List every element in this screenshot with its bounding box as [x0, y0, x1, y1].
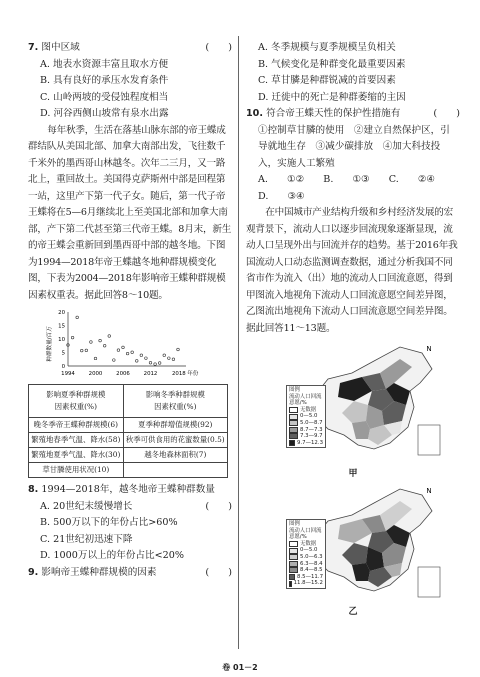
question-9: [28, 565, 232, 582]
table-cell: 越冬地森林面积(7): [123, 448, 227, 463]
x-tick-label: 1994: [61, 371, 75, 377]
data-point: [154, 363, 157, 366]
table-cell: 晚冬季帝王蝶种群规模(6): [29, 418, 124, 433]
question-number: 9.: [28, 566, 39, 578]
question-stem: 影响帝王蝶种群规模的因素: [41, 566, 157, 578]
data-point: [117, 349, 120, 352]
data-point: [140, 354, 143, 357]
legend-item: 6.3—8.4: [289, 561, 323, 568]
option-a: A. 冬季规模与夏季规模呈负相关: [258, 42, 396, 53]
data-point: [94, 357, 97, 360]
question-7: [28, 40, 232, 57]
option-b: B. 具有良好的承压水发育条件: [40, 75, 169, 86]
answer-paren: ( ): [205, 42, 232, 53]
y-tick-label: 0: [61, 364, 65, 370]
option-d: D. 迁徙中的死亡是种群萎缩的主因: [258, 91, 406, 103]
data-point: [135, 360, 138, 363]
left-column: [28, 40, 232, 581]
legend-item: 0—5.0: [289, 547, 323, 554]
north-arrow-icon: N: [426, 345, 432, 353]
choice-line: 入，实施人工繁殖: [258, 157, 335, 169]
south-sea-inset: [418, 567, 440, 597]
legend-item: 8.5—11.7: [289, 574, 323, 581]
option-c: C. 21世纪初迅速下降: [40, 533, 133, 545]
legend-item: 无数据: [289, 407, 323, 414]
north-arrow-icon: N: [426, 487, 432, 495]
question-stem: 1994—2018年，越冬地帝王蝶种群数量: [41, 484, 215, 495]
option-d: D. 河谷西侧山坡常有泉水出露: [40, 108, 169, 119]
data-point: [168, 357, 171, 360]
y-ticks: [58, 310, 65, 370]
table-header-summer: 影响夏季种群规模 因素权重(%): [29, 385, 124, 418]
data-point: [71, 336, 74, 339]
legend-item: 0—5.0: [289, 413, 323, 420]
question-number: 7.: [28, 42, 39, 53]
option-c: C. 草甘膦是种群锐减的首要因素: [258, 75, 396, 86]
question-stem: 符合帝王蝶天性的保护性措施有: [266, 108, 401, 119]
data-point: [76, 316, 79, 319]
option-b: B. ①③: [323, 174, 370, 185]
data-point: [108, 335, 111, 338]
table-cell: 草甘膦使用状况(10): [29, 463, 124, 478]
option-a: A. ①②: [258, 174, 305, 185]
x-tick-label: 2000: [88, 371, 103, 377]
data-point: [99, 339, 102, 342]
answer-paren: ( ): [433, 108, 460, 119]
legend-item: 11.8—15.2: [289, 580, 323, 587]
map-legend: 图例 流动人口回流意愿/% 无数据 0—5.0 5.0—8.7 8.7—7.3 7.3—9.7 9.7—12.3: [286, 385, 326, 448]
map-jia: [282, 339, 450, 467]
table-row: [29, 448, 228, 463]
legend-item: 5.0—6.3: [289, 554, 323, 561]
y-tick-label: 15: [58, 323, 65, 330]
option-c: C. ②④: [388, 174, 436, 185]
table-cell: 繁殖地春季气温、降水(58): [29, 433, 124, 448]
legend-item: 8.4—8.5: [289, 567, 323, 574]
table-row: [29, 433, 228, 448]
data-point: [149, 361, 152, 364]
answer-paren: ( ): [205, 500, 232, 512]
population-chart: [42, 304, 232, 380]
legend-item: 8.7—7.3: [289, 427, 323, 434]
x-tick-label: 2018 年份: [172, 371, 199, 377]
data-point: [113, 359, 116, 362]
scatter-chart: [42, 304, 199, 380]
y-tick-label: 10: [58, 337, 65, 343]
legend-item: 7.3—9.7: [289, 433, 323, 440]
table-cell: 秋季可供食用的花蜜数量(0.5): [123, 433, 227, 448]
passage-monarch: 每年秋季，生活在落基山脉东部的帝王蝶成群结队从美国北部、加拿大南部出发，飞往数千千米外的墨西哥山林越冬。次年二三月，又一路北上，重回故土。美国得克萨斯州中部是回程第一站，这里产下第一代子女。随后，第一代子帝王蝶将在5—6月继续北上至美国北部和加拿大南部，产下第二代甚至第三代帝王蝶。8月末，新生的帝王蝶会重新回到墨西哥中部的越冬地。下图为1994—2018年帝王蝶越冬地种群规模变化图，下表为2004—2018年影响帝王蝶种群规模因素权重表。据此回答8～10题。: [28, 124, 232, 301]
data-point: [126, 352, 129, 355]
passage-migration: 在中国城市产业结构升级和乡村经济发展的宏观背景下，流动人口以逐步回流现象逐渐显现，流动人口呈现外出与回流并存的趋势。基于2016年我国流动人口动态监测调查数据，通过分析我国不同省市作为流入（出）地的流动人口回流意愿，得到甲图流入地视角下流动人口回流意愿空间差异图，乙图流出地视角下流动人口回流意愿空间差异图。据此回答11～13题。: [246, 207, 458, 334]
data-point: [158, 362, 161, 365]
right-column: [246, 40, 460, 619]
table-cell: 繁殖地夏季气温、降水(30): [29, 448, 124, 463]
map-caption-yi: 乙: [348, 607, 358, 617]
legend-item: 5.0—8.7: [289, 420, 323, 427]
question-number: 8.: [28, 484, 39, 495]
y-tick-label: 5: [61, 350, 65, 357]
data-point: [90, 341, 93, 344]
map-caption-jia: 甲: [348, 469, 358, 479]
table-cell: 夏季种群增值规模(92): [123, 418, 227, 433]
table-cell: [123, 463, 227, 478]
option-c: C. 山岭两坡的受侵蚀程度相当: [40, 91, 169, 103]
question-stem: 图中区域: [41, 42, 80, 53]
data-point: [131, 351, 134, 354]
question-number: 10.: [246, 108, 263, 119]
option-d: D. 1000万以上的年份占比<20%: [40, 550, 184, 561]
option-a: A. 地表水资源丰富且取水方便: [40, 58, 169, 70]
map-yi: [282, 483, 450, 605]
page-footer: 卷 01－2: [222, 663, 258, 672]
option-b: B. 500万以下的年份占比>60%: [40, 517, 178, 528]
answer-paren: ( ): [205, 566, 232, 578]
data-point: [177, 348, 180, 351]
choice-line: 导就地生存 ③减少碳排放 ④加大科技投: [258, 141, 441, 152]
legend-item: 无数据: [289, 541, 323, 548]
south-sea-inset: [418, 425, 440, 455]
data-point: [163, 354, 166, 357]
y-tick-label: 20: [58, 310, 65, 316]
data-point: [172, 358, 175, 361]
table-row: [29, 463, 228, 478]
table-header-winter: 影响冬季种群规模 因素权重(%): [123, 385, 227, 418]
x-ticks: [61, 369, 199, 377]
option-d: D. ③④: [258, 190, 305, 202]
x-tick-label: 2006: [116, 371, 130, 377]
option-a: A. 20世纪末缓慢增长: [40, 500, 133, 512]
table-row: [29, 418, 228, 433]
question-10: [246, 106, 460, 123]
y-axis-label: 种群数量/百万: [47, 326, 53, 362]
choice-line: ①控制草甘膦的使用 ②建立自然保护区，引: [258, 124, 450, 136]
factor-weight-table: [28, 384, 228, 478]
options-row: [246, 172, 460, 205]
data-point: [85, 349, 88, 352]
legend-item: 9.7—12.3: [289, 440, 323, 447]
map-legend: 图例 流动人口回流意愿/% 无数据 0—5.0 5.0—6.3 6.3—8.4 8.4—8.5 8.5—11.7 11.8—15.2: [286, 519, 326, 589]
column-divider: [238, 36, 239, 649]
data-point: [145, 357, 148, 360]
data-point: [122, 346, 125, 349]
option-b: B. 气候变化是种群变化最重要因素: [258, 58, 406, 70]
data-points: [67, 316, 180, 365]
x-tick-label: 2012: [143, 371, 158, 377]
data-point: [80, 349, 83, 352]
data-point: [103, 344, 106, 347]
